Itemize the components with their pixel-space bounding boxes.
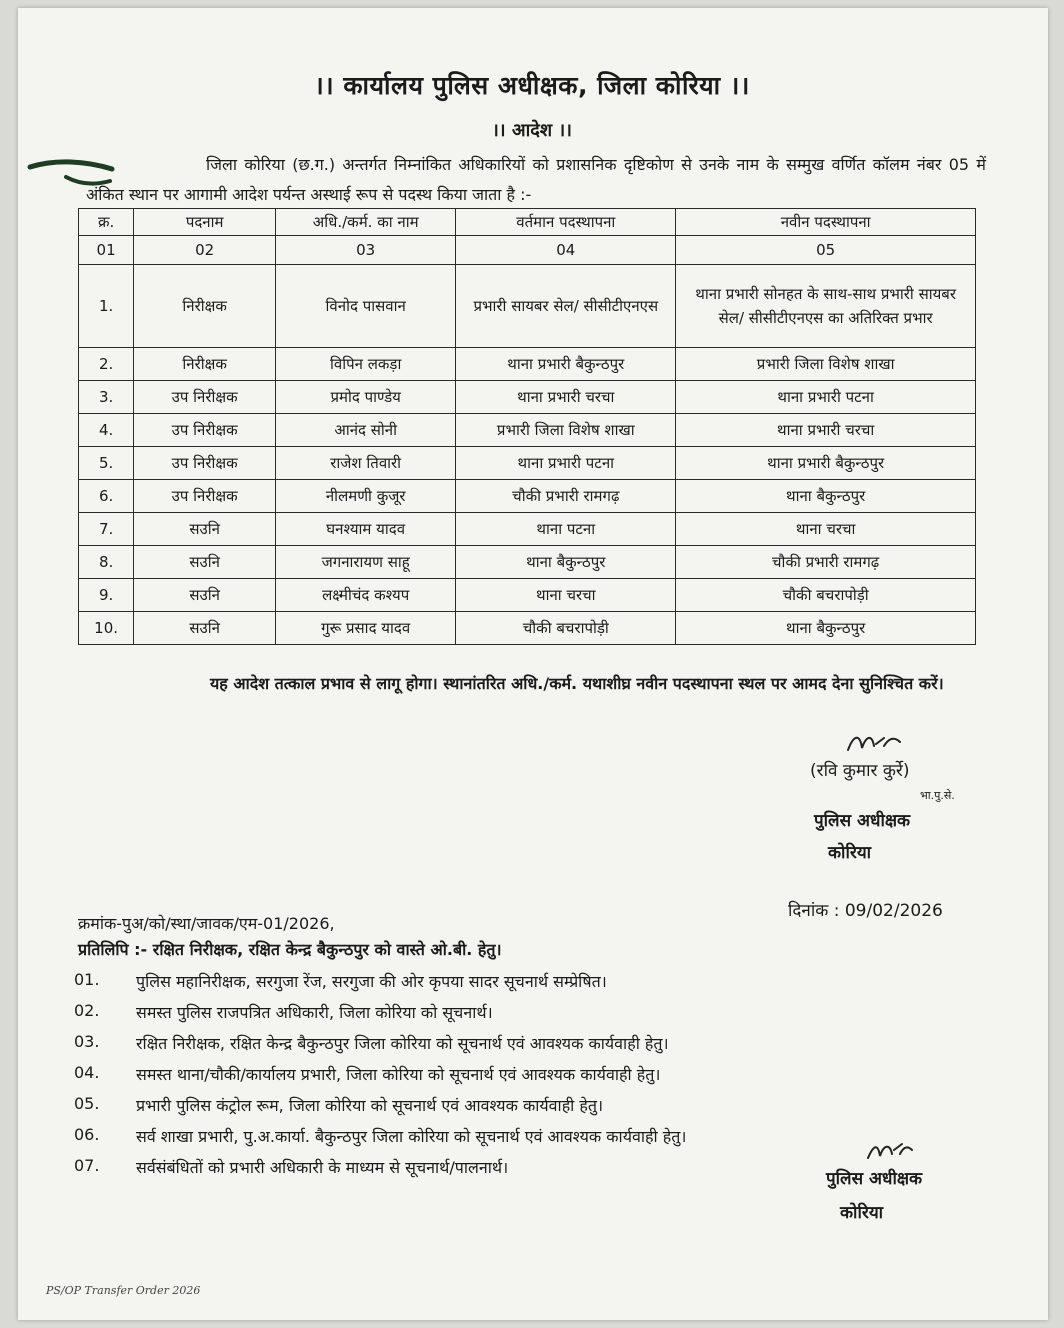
signature-scribble-icon [844,728,904,758]
cell-serial: 4. [79,414,134,447]
signatory-designation: पुलिस अधीक्षक [826,1169,923,1189]
list-item-number: 03. [74,1032,100,1051]
cell-new-posting: थाना प्रभारी चरचा [676,414,976,447]
signatory-service: भा.पु.से. [920,789,955,802]
list-item-text: रक्षित निरीक्षक, रक्षित केन्द्र बैकुन्ठपुर जिला कोरिया को सूचनार्थ एवं आवश्यक कार्यवाही हेतु। [136,1034,669,1053]
cell-serial: 5. [79,447,134,480]
cell-name: विनोद पासवान [276,265,456,348]
cell-rank: सउनि [134,612,276,645]
cell-serial: 7. [79,513,134,546]
table-row [79,612,976,645]
list-item [74,1032,914,1063]
cell-serial: 3. [79,381,134,414]
cell-new-posting: थाना प्रभारी सोनहत के साथ-साथ प्रभारी सायबर सेल/ सीसीटीएनएस का अतिरिक्त प्रभार [676,265,976,348]
cell-name: जगनारायण साहू [276,546,456,579]
cell-new-posting: प्रभारी जिला विशेष शाखा [676,348,976,381]
cell-rank: सउनि [134,579,276,612]
list-item-number: 04. [74,1063,100,1082]
cell-serial: 10. [79,612,134,645]
table-row [79,546,976,579]
list-item [74,1001,914,1032]
column-number-row [79,236,976,265]
document-footer-note: PS/OP Transfer Order 2026 [46,1284,201,1297]
header-new-posting: नवीन पदस्थापना [676,209,976,236]
cell-new-posting: थाना बैकुन्ठपुर [676,612,976,645]
cell-rank: निरीक्षक [134,348,276,381]
list-item [74,1125,914,1156]
column-number: 04 [456,236,676,265]
signatory-district: कोरिया [840,1203,884,1223]
cell-name: आनंद सोनी [276,414,456,447]
column-number: 05 [676,236,976,265]
cell-current-posting: थाना बैकुन्ठपुर [456,546,676,579]
column-number: 01 [79,236,134,265]
cell-rank: उप निरीक्षक [134,480,276,513]
header-current-posting: वर्तमान पदस्थापना [456,209,676,236]
cell-serial: 6. [79,480,134,513]
signatory-designation: पुलिस अधीक्षक [814,811,911,831]
reference-number: क्रमांक-पुअ/को/स्था/जावक/एम-01/2026, [78,914,335,933]
cell-name: लक्ष्मीचंद कश्यप [276,579,456,612]
column-number: 02 [134,236,276,265]
cell-rank: उप निरीक्षक [134,381,276,414]
signature-scribble-icon [864,1136,914,1166]
list-item-text: सर्व शाखा प्रभारी, पु.अ.कार्या. बैकुन्ठपुर जिला कोरिया को सूचनार्थ एवं आवश्यक कार्यवाही हेतु। [136,1127,687,1146]
list-item [74,970,914,1001]
cell-new-posting: चौकी बचरापोड़ी [676,579,976,612]
header-name: अधि./कर्म. का नाम [276,209,456,236]
table-header-row [79,209,976,236]
cell-serial: 9. [79,579,134,612]
cell-rank: निरीक्षक [134,265,276,348]
list-item-number: 02. [74,1001,100,1020]
intro-paragraph: जिला कोरिया (छ.ग.) अन्तर्गत निम्नांकित अधिकारियों को प्रशासनिक दृष्टिकोण से उनके नाम के सम्मुख वर्णित कॉलम नंबर 05 में अंकित स्थान पर आगामी आदेश पर्यन्त अस्थाई रूप से पदस्थ किया जाता है :- [86,155,986,204]
cell-serial: 8. [79,546,134,579]
header-rank: पदनाम [134,209,276,236]
table-row [79,348,976,381]
list-item [74,1156,914,1187]
copy-to-list [74,970,914,1187]
cell-serial: 2. [79,348,134,381]
list-item [74,1094,914,1125]
list-item-number: 01. [74,970,100,989]
cell-current-posting: चौकी प्रभारी रामगढ़ [456,480,676,513]
cell-name: प्रमोद पाण्डेय [276,381,456,414]
cell-rank: सउनि [134,546,276,579]
cell-new-posting: थाना प्रभारी बैकुन्ठपुर [676,447,976,480]
order-date: दिनांक : 09/02/2026 [788,901,943,921]
list-item [74,1063,914,1094]
cell-name: राजेश तिवारी [276,447,456,480]
cell-rank: सउनि [134,513,276,546]
table-row [79,579,976,612]
table-row [79,414,976,447]
copy-to-heading: प्रतिलिपि :- रक्षित निरीक्षक, रक्षित केन्द्र बैकुन्ठपुर को वास्ते ओ.बी. हेतु। [78,940,502,959]
cell-new-posting: थाना चरचा [676,513,976,546]
cell-current-posting: प्रभारी जिला विशेष शाखा [456,414,676,447]
cell-current-posting: थाना चरचा [456,579,676,612]
signatory-district: कोरिया [828,843,872,863]
table-row [79,265,976,348]
list-item-text: समस्त थाना/चौकी/कार्यालय प्रभारी, जिला कोरिया को सूचनार्थ एवं आवश्यक कार्यवाही हेतु। [136,1065,661,1084]
list-item-text: पुलिस महानिरीक्षक, सरगुजा रेंज, सरगुजा की ओर कृपया सादर सूचनार्थ सम्प्रेषित। [136,972,607,991]
transfer-table [78,208,976,645]
cell-name: गुरू प्रसाद यादव [276,612,456,645]
table-row [79,447,976,480]
table-row [79,513,976,546]
cell-name: नीलमणी कुजूर [276,480,456,513]
signatory-name: (रवि कुमार कुर्रे) [810,761,910,781]
cell-name: घनश्याम यादव [276,513,456,546]
list-item-number: 07. [74,1156,100,1175]
list-item-text: सर्वसंबंधितों को प्रभारी अधिकारी के माध्यम से सूचनार्थ/पालनार्थ। [136,1158,509,1177]
cell-current-posting: थाना प्रभारी बैकुन्ठपुर [456,348,676,381]
office-title: ।। कार्यालय पुलिस अधीक्षक, जिला कोरिया ।। [314,71,750,100]
order-effect-paragraph: यह आदेश तत्काल प्रभाव से लागू होगा। स्थानांतरित अधि./कर्म. यथाशीघ्र नवीन पदस्थापना स्थल पर आमद देना सुनिश्चित करें। [210,674,944,693]
header-serial: क्र. [79,209,134,236]
table-row [79,381,976,414]
cell-new-posting: थाना प्रभारी पटना [676,381,976,414]
cell-current-posting: थाना प्रभारी पटना [456,447,676,480]
cell-serial: 1. [79,265,134,348]
list-item-number: 06. [74,1125,100,1144]
cell-new-posting: थाना बैकुन्ठपुर [676,480,976,513]
cell-rank: उप निरीक्षक [134,414,276,447]
cell-name: विपिन लकड़ा [276,348,456,381]
cell-current-posting: थाना प्रभारी चरचा [456,381,676,414]
column-number: 03 [276,236,456,265]
cell-rank: उप निरीक्षक [134,447,276,480]
cell-current-posting: चौकी बचरापोड़ी [456,612,676,645]
cell-new-posting: चौकी प्रभारी रामगढ़ [676,546,976,579]
list-item-text: समस्त पुलिस राजपत्रित अधिकारी, जिला कोरिया को सूचनार्थ। [136,1003,493,1022]
table-row [79,480,976,513]
list-item-text: प्रभारी पुलिस कंट्रोल रूम, जिला कोरिया को सूचनार्थ एवं आवश्यक कार्यवाही हेतु। [136,1096,604,1115]
cell-current-posting: प्रभारी सायबर सेल/ सीसीटीएनएस [456,265,676,348]
cell-current-posting: थाना पटना [456,513,676,546]
list-item-number: 05. [74,1094,100,1113]
order-heading: ।। आदेश ।। [491,120,572,141]
